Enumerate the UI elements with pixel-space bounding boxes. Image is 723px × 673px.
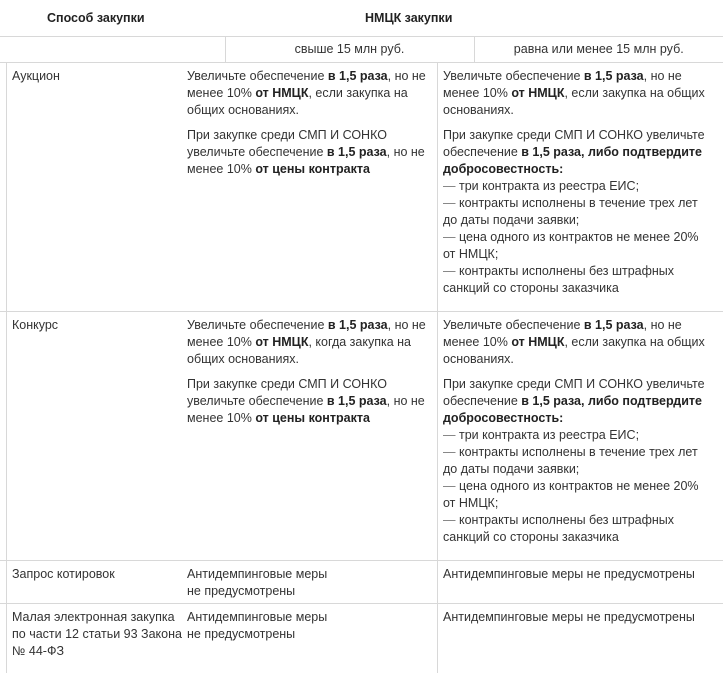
row-below-cell: Антидемпинговые меры не предусмотрены: [443, 610, 695, 624]
table-subheader-row: [0, 37, 723, 63]
row-above-cell: Антидемпинговые меры не предусмотрены: [187, 567, 328, 598]
list-item: — контракты исполнены в течение трех лет до даты подачи заявки;: [443, 444, 713, 478]
header-nmck: НМЦК закупки: [365, 10, 453, 25]
row-below-cell: Увеличьте обеспечение в 1,5 раза, но не менее 10% от НМЦК, если закупка на общих основаниях. При закупке среди СМП И СОНКО увеличьте обеспечение в 1,5 раза, либо подтвердите добросовестность: — три контракта из реестра ЕИС; — контракты исполнены в течение трех лет до даты подачи заявки; — цена одного из контрактов не менее 20% от НМЦК; — контракты исполнены без штрафных санкций со стороны заказчика: [443, 68, 713, 297]
table-row: [0, 63, 723, 312]
table-body: [0, 63, 723, 664]
row-method: Аукцион: [12, 69, 60, 83]
row-above-cell: Антидемпинговые меры не предусмотрены: [187, 610, 328, 641]
subheader-below: равна или менее 15 млн руб.: [474, 37, 723, 63]
list-item: — три контракта из реестра ЕИС;: [443, 427, 713, 444]
row-below-cell: Увеличьте обеспечение в 1,5 раза, но не менее 10% от НМЦК, если закупка на общих основаниях. При закупке среди СМП И СОНКО увеличьте обеспечение в 1,5 раза, либо подтвердите добросовестность: — три контракта из реестра ЕИС; — контракты исполнены в течение трех лет до даты подачи заявки; — цена одного из контрактов не менее 20% от НМЦК; — контракты исполнены без штрафных санкций со стороны заказчика: [443, 317, 713, 546]
table-header-row: [0, 0, 723, 37]
list-item: — контракты исполнены без штрафных санкций со стороны заказчика: [443, 512, 713, 546]
list-item: — контракты исполнены без штрафных санкций со стороны заказчика: [443, 263, 713, 297]
row-method: Запрос котировок: [12, 567, 115, 581]
list-item: — контракты исполнены в течение трех лет до даты подачи заявки;: [443, 195, 713, 229]
list-item: — цена одного из контрактов не менее 20% от НМЦК;: [443, 478, 713, 512]
subheader-above: свыше 15 млн руб.: [225, 37, 474, 63]
table-row: [0, 604, 723, 664]
row-above-cell: Увеличьте обеспечение в 1,5 раза, но не менее 10% от НМЦК, когда закупка на общих основаниях. При закупке среди СМП И СОНКО увеличьте обеспечение в 1,5 раза, но не менее 10% от цены контракта: [187, 318, 426, 425]
list-item: — три контракта из реестра ЕИС;: [443, 178, 713, 195]
row-above-cell: Увеличьте обеспечение в 1,5 раза, но не менее 10% от НМЦК, если закупка на общих основаниях. При закупке среди СМП И СОНКО увеличьте обеспечение в 1,5 раза, но не менее 10% от цены контракта: [187, 69, 426, 176]
row-method: Конкурс: [12, 318, 59, 332]
row-below-cell: Антидемпинговые меры не предусмотрены: [443, 567, 695, 581]
procurement-table: [0, 0, 723, 63]
table-row: [0, 312, 723, 561]
list-item: — цена одного из контрактов не менее 20% от НМЦК;: [443, 229, 713, 263]
table-row: [0, 561, 723, 604]
row-method: Малая электронная закупка по части 12 статьи 93 Закона № 44-ФЗ: [12, 610, 182, 658]
header-method: Способ закупки: [47, 10, 145, 25]
